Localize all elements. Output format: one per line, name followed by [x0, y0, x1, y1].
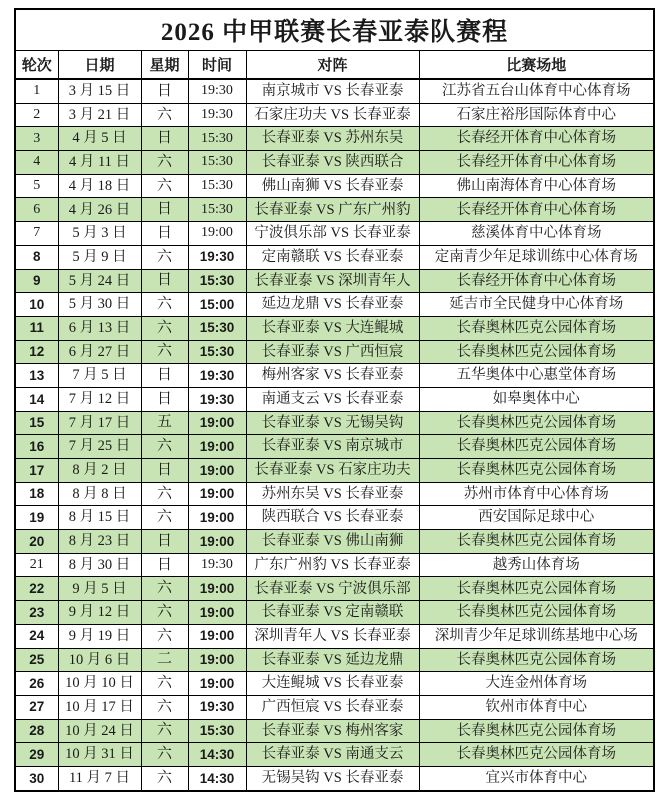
cell-date: 6 月 13 日: [58, 316, 141, 340]
cell-venue: 长春经开体育中心体育场: [419, 198, 654, 222]
cell-time: 19:00: [188, 648, 246, 672]
cell-time: 15:30: [188, 127, 246, 151]
cell-day: 六: [141, 624, 188, 648]
cell-round: 23: [15, 601, 58, 625]
cell-venue: 佛山南海体育中心体育场: [419, 174, 654, 198]
cell-venue: 石家庄裕彤国际体育中心: [419, 103, 654, 127]
cell-date: 8 月 15 日: [58, 506, 141, 530]
cell-venue: 长春奥林匹克公园体育场: [419, 459, 654, 483]
table-row: [15, 766, 654, 790]
cell-venue: 深圳青少年足球训练基地中心场: [419, 624, 654, 648]
cell-date: 8 月 30 日: [58, 553, 141, 577]
cell-day: 六: [141, 482, 188, 506]
cell-date: 10 月 6 日: [58, 648, 141, 672]
cell-time: 19:00: [188, 435, 246, 459]
cell-match: 长春亚泰 VS 南通支云: [246, 743, 419, 767]
cell-match: 长春亚泰 VS 定南赣联: [246, 601, 419, 625]
column-header-venue: 比赛场地: [419, 51, 654, 80]
cell-venue: 定南青少年足球训练中心体育场: [419, 245, 654, 269]
cell-time: 19:00: [188, 577, 246, 601]
cell-round: 21: [15, 553, 58, 577]
cell-day: 日: [141, 269, 188, 293]
table-row: [15, 222, 654, 246]
cell-date: 4 月 5 日: [58, 127, 141, 151]
cell-match: 长春亚泰 VS 广东广州豹: [246, 198, 419, 222]
table-row: [15, 506, 654, 530]
cell-match: 南京城市 VS 长春亚泰: [246, 79, 419, 103]
cell-day: 日: [141, 530, 188, 554]
cell-match: 长春亚泰 VS 南京城市: [246, 435, 419, 459]
cell-time: 19:00: [188, 601, 246, 625]
cell-venue: 五华奥体中心惠堂体育场: [419, 364, 654, 388]
cell-venue: 长春奥林匹克公园体育场: [419, 411, 654, 435]
cell-day: 五: [141, 411, 188, 435]
cell-venue: 慈溪体育中心体育场: [419, 222, 654, 246]
table-row: [15, 174, 654, 198]
cell-match: 南通支云 VS 长春亚泰: [246, 387, 419, 411]
cell-match: 宁波俱乐部 VS 长春亚泰: [246, 222, 419, 246]
cell-round: 17: [15, 459, 58, 483]
cell-day: 六: [141, 601, 188, 625]
cell-date: 9 月 19 日: [58, 624, 141, 648]
table-row: [15, 411, 654, 435]
cell-match: 无锡吴钩 VS 长春亚泰: [246, 766, 419, 790]
cell-day: 日: [141, 127, 188, 151]
cell-round: 6: [15, 198, 58, 222]
cell-match: 苏州东吴 VS 长春亚泰: [246, 482, 419, 506]
cell-venue: 西安国际足球中心: [419, 506, 654, 530]
cell-round: 12: [15, 340, 58, 364]
cell-day: 日: [141, 198, 188, 222]
cell-venue: 江苏省五台山体育中心体育场: [419, 79, 654, 103]
cell-match: 梅州客家 VS 长春亚泰: [246, 364, 419, 388]
cell-venue: 长春经开体育中心体育场: [419, 269, 654, 293]
cell-venue: 长春经开体育中心体育场: [419, 127, 654, 151]
cell-venue: 长春奥林匹克公园体育场: [419, 648, 654, 672]
cell-date: 3 月 15 日: [58, 79, 141, 103]
table-row: [15, 435, 654, 459]
cell-round: 7: [15, 222, 58, 246]
table-row: [15, 198, 654, 222]
cell-date: 9 月 5 日: [58, 577, 141, 601]
cell-round: 13: [15, 364, 58, 388]
table-row: [15, 601, 654, 625]
cell-time: 15:30: [188, 316, 246, 340]
cell-time: 15:30: [188, 269, 246, 293]
cell-date: 6 月 27 日: [58, 340, 141, 364]
cell-match: 长春亚泰 VS 深圳青年人: [246, 269, 419, 293]
cell-day: 六: [141, 435, 188, 459]
cell-day: 日: [141, 79, 188, 103]
cell-time: 15:30: [188, 174, 246, 198]
column-header-round: 轮次: [15, 51, 58, 80]
cell-day: 日: [141, 553, 188, 577]
table-row: [15, 577, 654, 601]
cell-time: 19:00: [188, 459, 246, 483]
column-header-time: 时间: [188, 51, 246, 80]
cell-venue: 长春奥林匹克公园体育场: [419, 601, 654, 625]
cell-date: 3 月 21 日: [58, 103, 141, 127]
cell-match: 广东广州豹 VS 长春亚泰: [246, 553, 419, 577]
cell-day: 六: [141, 672, 188, 696]
page-title: 2026 中甲联赛长春亚泰队赛程: [15, 9, 654, 51]
cell-time: 19:30: [188, 695, 246, 719]
cell-time: 19:30: [188, 103, 246, 127]
cell-date: 7 月 12 日: [58, 387, 141, 411]
cell-match: 长春亚泰 VS 佛山南狮: [246, 530, 419, 554]
cell-day: 六: [141, 743, 188, 767]
cell-match: 长春亚泰 VS 大连鲲城: [246, 316, 419, 340]
cell-match: 长春亚泰 VS 广西恒宸: [246, 340, 419, 364]
cell-round: 30: [15, 766, 58, 790]
cell-venue: 长春奥林匹克公园体育场: [419, 530, 654, 554]
cell-date: 7 月 25 日: [58, 435, 141, 459]
cell-venue: 钦州市体育中心: [419, 695, 654, 719]
cell-day: 六: [141, 340, 188, 364]
cell-round: 8: [15, 245, 58, 269]
cell-time: 15:30: [188, 340, 246, 364]
cell-match: 长春亚泰 VS 延边龙鼎: [246, 648, 419, 672]
cell-time: 19:00: [188, 624, 246, 648]
cell-venue: 延吉市全民健身中心体育场: [419, 293, 654, 317]
column-header-date: 日期: [58, 51, 141, 80]
cell-round: 1: [15, 79, 58, 103]
cell-venue: 长春奥林匹克公园体育场: [419, 719, 654, 743]
cell-day: 六: [141, 766, 188, 790]
cell-round: 2: [15, 103, 58, 127]
cell-time: 19:00: [188, 506, 246, 530]
cell-day: 六: [141, 695, 188, 719]
cell-day: 日: [141, 459, 188, 483]
cell-venue: 宜兴市体育中心: [419, 766, 654, 790]
cell-date: 4 月 18 日: [58, 174, 141, 198]
table-row: [15, 530, 654, 554]
cell-time: 19:00: [188, 672, 246, 696]
cell-day: 六: [141, 506, 188, 530]
cell-venue: 长春奥林匹克公园体育场: [419, 577, 654, 601]
cell-date: 11 月 7 日: [58, 766, 141, 790]
table-row: [15, 340, 654, 364]
cell-date: 10 月 31 日: [58, 743, 141, 767]
cell-venue: 越秀山体育场: [419, 553, 654, 577]
cell-round: 10: [15, 293, 58, 317]
cell-match: 石家庄功夫 VS 长春亚泰: [246, 103, 419, 127]
cell-date: 8 月 2 日: [58, 459, 141, 483]
cell-round: 16: [15, 435, 58, 459]
schedule-body: [15, 79, 654, 791]
cell-day: 六: [141, 151, 188, 175]
cell-time: 15:30: [188, 198, 246, 222]
cell-round: 11: [15, 316, 58, 340]
cell-round: 4: [15, 151, 58, 175]
cell-venue: 长春奥林匹克公园体育场: [419, 435, 654, 459]
table-row: [15, 103, 654, 127]
cell-day: 六: [141, 293, 188, 317]
cell-time: 19:00: [188, 411, 246, 435]
cell-date: 10 月 17 日: [58, 695, 141, 719]
cell-match: 长春亚泰 VS 宁波俱乐部: [246, 577, 419, 601]
cell-day: 日: [141, 387, 188, 411]
cell-venue: 如皋奥体中心: [419, 387, 654, 411]
cell-date: 5 月 24 日: [58, 269, 141, 293]
cell-time: 19:30: [188, 245, 246, 269]
cell-round: 22: [15, 577, 58, 601]
cell-match: 长春亚泰 VS 苏州东吴: [246, 127, 419, 151]
table-row: [15, 624, 654, 648]
cell-round: 27: [15, 695, 58, 719]
cell-venue: 长春奥林匹克公园体育场: [419, 340, 654, 364]
cell-round: 20: [15, 530, 58, 554]
column-header-match: 对阵: [246, 51, 419, 80]
cell-match: 定南赣联 VS 长春亚泰: [246, 245, 419, 269]
cell-match: 深圳青年人 VS 长春亚泰: [246, 624, 419, 648]
cell-match: 大连鲲城 VS 长春亚泰: [246, 672, 419, 696]
cell-date: 9 月 12 日: [58, 601, 141, 625]
table-row: [15, 79, 654, 103]
cell-time: 15:30: [188, 151, 246, 175]
cell-day: 日: [141, 222, 188, 246]
cell-round: 19: [15, 506, 58, 530]
table-row: [15, 364, 654, 388]
cell-date: 10 月 24 日: [58, 719, 141, 743]
cell-venue: 苏州市体育中心体育场: [419, 482, 654, 506]
cell-day: 六: [141, 719, 188, 743]
cell-time: 19:00: [188, 482, 246, 506]
schedule-table: [14, 8, 655, 792]
table-row: [15, 553, 654, 577]
cell-time: 19:30: [188, 79, 246, 103]
cell-match: 长春亚泰 VS 陕西联合: [246, 151, 419, 175]
cell-match: 长春亚泰 VS 石家庄功夫: [246, 459, 419, 483]
cell-date: 8 月 23 日: [58, 530, 141, 554]
cell-match: 长春亚泰 VS 梅州客家: [246, 719, 419, 743]
table-row: [15, 648, 654, 672]
cell-date: 4 月 26 日: [58, 198, 141, 222]
cell-venue: 大连金州体育场: [419, 672, 654, 696]
cell-time: 14:30: [188, 743, 246, 767]
table-row: [15, 293, 654, 317]
column-header-day: 星期: [141, 51, 188, 80]
table-row: [15, 387, 654, 411]
cell-day: 日: [141, 364, 188, 388]
cell-date: 5 月 9 日: [58, 245, 141, 269]
cell-round: 15: [15, 411, 58, 435]
cell-round: 9: [15, 269, 58, 293]
table-row: [15, 672, 654, 696]
cell-round: 25: [15, 648, 58, 672]
cell-date: 5 月 30 日: [58, 293, 141, 317]
cell-venue: 长春奥林匹克公园体育场: [419, 743, 654, 767]
table-row: [15, 743, 654, 767]
cell-date: 10 月 10 日: [58, 672, 141, 696]
cell-time: 19:30: [188, 553, 246, 577]
cell-round: 28: [15, 719, 58, 743]
cell-match: 延边龙鼎 VS 长春亚泰: [246, 293, 419, 317]
cell-date: 8 月 8 日: [58, 482, 141, 506]
table-row: [15, 482, 654, 506]
title-row: [15, 9, 654, 51]
table-row: [15, 695, 654, 719]
cell-day: 六: [141, 174, 188, 198]
cell-time: 19:00: [188, 222, 246, 246]
cell-round: 3: [15, 127, 58, 151]
cell-time: 19:30: [188, 364, 246, 388]
cell-time: 15:30: [188, 719, 246, 743]
cell-date: 4 月 11 日: [58, 151, 141, 175]
cell-date: 5 月 3 日: [58, 222, 141, 246]
cell-round: 14: [15, 387, 58, 411]
table-row: [15, 269, 654, 293]
cell-match: 佛山南狮 VS 长春亚泰: [246, 174, 419, 198]
cell-venue: 长春奥林匹克公园体育场: [419, 316, 654, 340]
table-row: [15, 127, 654, 151]
table-row: [15, 719, 654, 743]
cell-date: 7 月 17 日: [58, 411, 141, 435]
cell-day: 六: [141, 577, 188, 601]
cell-time: 15:00: [188, 293, 246, 317]
cell-round: 5: [15, 174, 58, 198]
cell-round: 18: [15, 482, 58, 506]
cell-day: 二: [141, 648, 188, 672]
table-row: [15, 151, 654, 175]
cell-round: 29: [15, 743, 58, 767]
cell-day: 六: [141, 245, 188, 269]
cell-round: 26: [15, 672, 58, 696]
cell-venue: 长春经开体育中心体育场: [419, 151, 654, 175]
cell-match: 广西恒宸 VS 长春亚泰: [246, 695, 419, 719]
table-row: [15, 459, 654, 483]
cell-match: 陕西联合 VS 长春亚泰: [246, 506, 419, 530]
cell-date: 7 月 5 日: [58, 364, 141, 388]
cell-time: 19:30: [188, 387, 246, 411]
table-row: [15, 316, 654, 340]
cell-time: 14:30: [188, 766, 246, 790]
table-row: [15, 245, 654, 269]
cell-round: 24: [15, 624, 58, 648]
cell-day: 六: [141, 103, 188, 127]
header-row: [15, 51, 654, 80]
cell-time: 19:00: [188, 530, 246, 554]
cell-match: 长春亚泰 VS 无锡吴钩: [246, 411, 419, 435]
cell-day: 六: [141, 316, 188, 340]
